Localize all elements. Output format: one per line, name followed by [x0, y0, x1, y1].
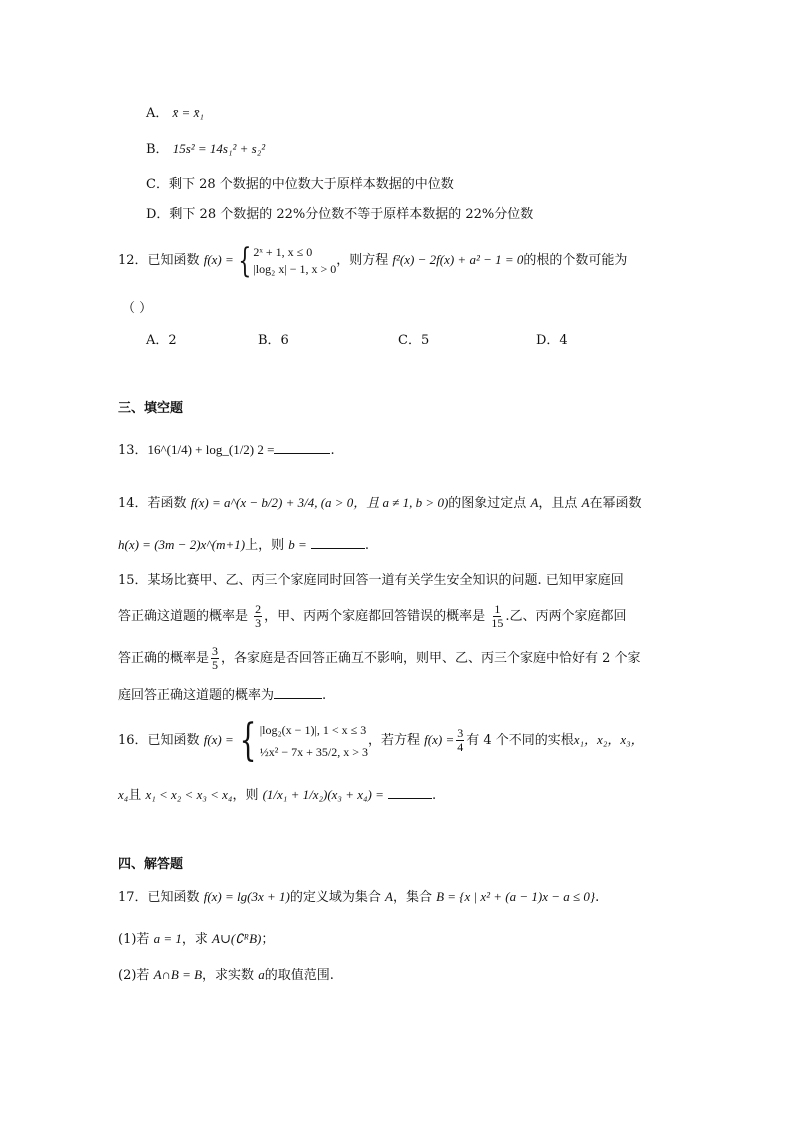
stem-text: 上，则: [245, 538, 285, 553]
q11-option-a: [146, 104, 204, 123]
point-label: A: [581, 495, 590, 510]
punctuation: ；: [261, 932, 275, 947]
denominator: 3: [255, 616, 262, 630]
part-label: (1)若: [118, 932, 150, 947]
period: .: [330, 443, 335, 458]
stem-text: 且: [128, 788, 142, 803]
q15-line-4: [118, 686, 326, 705]
question-number: 13．: [118, 443, 148, 458]
q12-choice-d: D．4: [536, 333, 568, 348]
stem-text: 在幂函数: [589, 496, 642, 511]
equation: f²(x) − 2f(x) + a² − 1 = 0: [392, 252, 524, 267]
fraction: [456, 727, 464, 754]
stem-text: 若函数: [147, 496, 187, 511]
q11-option-b: [146, 140, 265, 159]
condition: A∩B = B: [153, 967, 203, 982]
piecewise-cases: [260, 719, 368, 763]
numerator: 3: [457, 726, 464, 740]
stem-text: 的根的个数可能为: [523, 253, 628, 268]
stem-text: ，若方程: [368, 733, 421, 748]
fraction: [254, 603, 262, 630]
stem-text: 的取值范围.: [264, 968, 334, 983]
part-label: (2)若: [118, 968, 150, 983]
stem-text: ，且点: [538, 496, 578, 511]
target-expression: (1/x₁ + 1/x₂)(x₃ + x₄) =: [262, 787, 384, 802]
function-expression: f(x) = a^(x − b/2) + 3/4, (a > 0，且 a ≠ 1, b > 0): [190, 495, 449, 510]
set-b: B = {x | x² + (a − 1)x − a ≤ 0}: [436, 889, 596, 904]
denominator: 4: [457, 740, 464, 754]
section-title-fill-in: 三、填空题: [118, 401, 184, 416]
denominator: 5: [212, 658, 219, 672]
stem-text: ，则: [232, 788, 259, 803]
period: .: [322, 688, 327, 703]
q11-option-d: D．剩下 28 个数据的 22%分位数不等于原样本数据的 22%分位数: [146, 207, 534, 222]
set-a: A: [384, 889, 393, 904]
roots-list: x₁，x₂，x₃，: [573, 732, 644, 747]
denominator: 15: [491, 616, 504, 630]
q16-line-1: [118, 712, 644, 769]
question-number: 17．: [118, 890, 148, 905]
numerator: 2: [255, 602, 262, 616]
question-number: 14．: [118, 496, 148, 511]
option-label: B．: [146, 142, 169, 157]
q12-choice-a: A．2: [146, 333, 177, 348]
q12-choice-b: B．6: [258, 333, 289, 348]
expression: 16^(1/4) + log_(1/2) 2 =: [147, 442, 275, 457]
numerator: 3: [212, 644, 219, 658]
case-1: 2ˣ + 1, x ≤ 0: [253, 244, 313, 259]
stem-text: .乙、丙两个家庭都回: [505, 609, 627, 624]
root-order: x₁ < x₂ < x₃ < x₄: [145, 787, 233, 802]
stem-text: ，集合: [392, 890, 432, 905]
function-name: f(x) =: [203, 252, 234, 267]
option-math: x̄ = x̄₁: [172, 105, 204, 120]
stem-text: ，求: [181, 932, 208, 947]
piecewise-cases: [253, 244, 336, 278]
q17-stem: [118, 888, 599, 907]
question-number: 12．: [118, 253, 148, 268]
option-math: 15s² = 14s₁² + s₂²: [172, 141, 266, 156]
q12-answer-paren: （ ）: [122, 301, 153, 316]
brace-icon: {: [239, 714, 257, 766]
period: .: [364, 538, 370, 553]
stem-text: 庭回答正确这道题的概率为: [118, 688, 275, 703]
equation: f(x) =: [424, 732, 455, 747]
stem-text: 已知函数: [147, 890, 200, 905]
fraction: [211, 645, 219, 672]
root-x4: x₄: [118, 787, 129, 802]
stem-text: 某场比赛甲、乙、丙三个家庭同时回答一道有关学生安全知识的问题. 已知甲家庭回: [147, 573, 624, 588]
answer-blank[interactable]: [274, 441, 330, 454]
q14-line-1: [118, 488, 642, 519]
question-number: 16．: [118, 733, 148, 748]
case-2: ½x² − 7x + 35/2, x > 3: [259, 744, 368, 759]
stem-text: 的图象过定点: [448, 496, 527, 511]
condition: a = 1: [153, 931, 182, 946]
q16-line-2: [118, 780, 436, 811]
function-expression: f(x) = lg(3x + 1): [203, 889, 290, 904]
stem-text: ，则方程: [336, 253, 389, 268]
set-expression: A∪(∁ᴿB): [212, 931, 262, 946]
q15-line-2: [118, 600, 626, 634]
q17-part-2: [118, 966, 334, 985]
option-label: A．: [146, 106, 169, 121]
q13-stem: [118, 436, 335, 465]
stem-text: ，求实数: [202, 968, 255, 983]
q17-part-1: [118, 930, 274, 949]
stem-text: 已知函数: [147, 253, 200, 268]
stem-text: 的定义域为集合: [289, 890, 381, 905]
brace-icon: {: [238, 240, 252, 281]
q15-line-3: [118, 642, 641, 676]
stem-text: 答正确的概率是: [118, 651, 210, 666]
stem-text: ，甲、丙两个家庭都回答错误的概率是: [264, 609, 486, 624]
unknown-b: b =: [288, 537, 307, 552]
stem-text: 有 4 个不同的实根: [466, 733, 574, 748]
stem-text: ，各家庭是否回答正确互不影响，则甲、乙、丙三个家庭中恰好有 2 个家: [221, 651, 641, 666]
q14-line-2: [118, 536, 369, 555]
power-function: h(x) = (3m − 2)x^(m+1): [118, 537, 246, 552]
function-name: f(x) =: [203, 732, 234, 747]
fraction: [491, 603, 503, 630]
numerator: 1: [494, 602, 501, 616]
point-label: A: [530, 495, 539, 510]
section-title-solutions: 四、解答题: [118, 857, 184, 872]
answer-blank[interactable]: [388, 786, 432, 799]
question-number: 15．: [118, 573, 148, 588]
variable-a: a: [258, 967, 265, 982]
answer-blank[interactable]: [311, 536, 365, 549]
stem-text: 已知函数: [147, 733, 200, 748]
case-2: |log₂ x| − 1, x > 0: [253, 261, 337, 276]
period: .: [432, 788, 437, 803]
q11-option-c: C．剩下 28 个数据的中位数大于原样本数据的中位数: [146, 177, 454, 192]
stem-text: 答正确这道题的概率是: [118, 609, 249, 624]
q15-line-1: [118, 572, 624, 590]
q12-stem: [118, 240, 627, 281]
q12-choice-c: C．5: [398, 333, 430, 348]
period: .: [595, 890, 600, 905]
answer-blank[interactable]: [274, 686, 322, 699]
case-1: |log₂(x − 1)|, 1 < x ≤ 3: [259, 722, 367, 737]
